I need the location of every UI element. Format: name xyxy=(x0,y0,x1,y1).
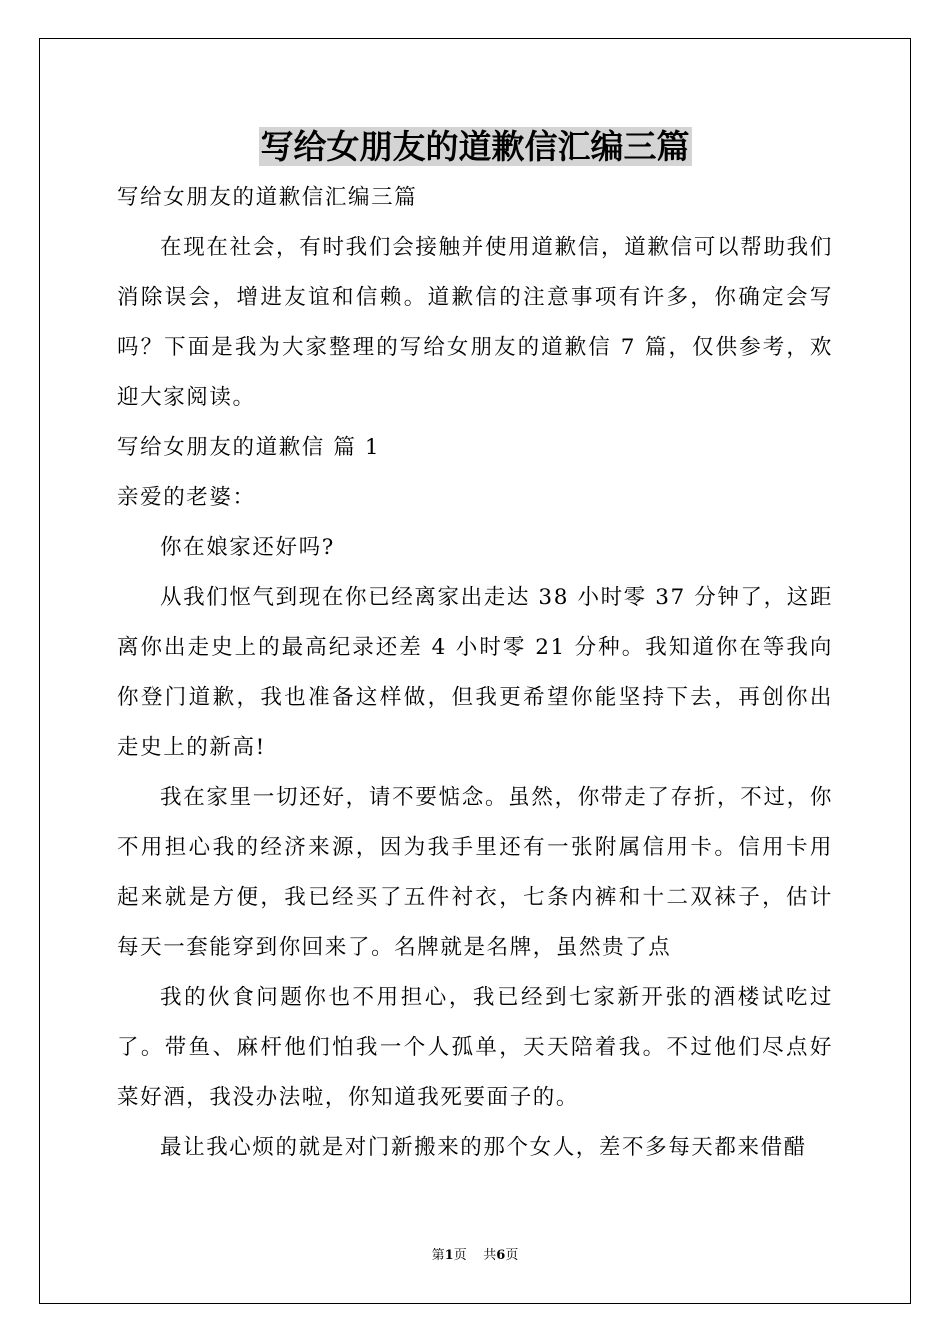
document-title xyxy=(0,125,950,169)
page-total-count: 6 xyxy=(496,1248,506,1263)
page-number-current: 1 xyxy=(444,1248,454,1263)
body-paragraph: 我的伙食问题你也不用担心，我已经到七家新开张的酒楼试吃过了。带鱼、麻杆他们怕我一个人孤单，天天陪着我。不过他们尽点好菜好酒，我没办法啦，你知道我死要面子的。 xyxy=(117,985,833,1110)
body-paragraph: 写给女朋友的道歉信汇编三篇 xyxy=(117,185,418,210)
document-body xyxy=(117,173,833,1173)
page-total-prefix: 共 xyxy=(483,1248,497,1263)
page-footer xyxy=(0,1247,950,1265)
page-number-prefix: 第 xyxy=(431,1248,445,1263)
document-title-text: 写给女朋友的道歉信汇编三篇 xyxy=(260,127,690,166)
body-paragraph: 写给女朋友的道歉信 篇 1 xyxy=(117,435,381,460)
body-paragraph: 我在家里一切还好，请不要惦念。虽然，你带走了存折，不过，你不用担心我的经济来源，因为我手里还有一张附属信用卡。信用卡用起来就是方便，我已经买了五件衬衣，七条内裤和十二双袜子，估计每天一套能穿到你回来了。名牌就是名牌，虽然贵了点 xyxy=(117,785,833,960)
body-paragraph: 从我们怄气到现在你已经离家出走达 38 小时零 37 分钟了，这距离你出走史上的最高纪录还差 4 小时零 21 分种。我知道你在等我向你登门道歉，我也准备这样做，但我更希望你能坚持下去，再创你出走史上的新高! xyxy=(117,585,833,760)
body-paragraph: 最让我心烦的就是对门新搬来的那个女人，差不多每天都来借醋 xyxy=(160,1135,807,1160)
page-total-unit: 页 xyxy=(505,1248,519,1263)
body-paragraph: 在现在社会，有时我们会接触并使用道歉信，道歉信可以帮助我们消除误会，增进友谊和信赖。道歉信的注意事项有许多，你确定会写吗？下面是我为大家整理的写给女朋友的道歉信 7 篇，仅供参考，欢迎大家阅读。 xyxy=(117,235,833,410)
body-paragraph: 你在娘家还好吗? xyxy=(160,535,335,560)
body-paragraph: 亲爱的老婆： xyxy=(117,485,256,510)
page-number-unit: 页 xyxy=(453,1248,467,1263)
